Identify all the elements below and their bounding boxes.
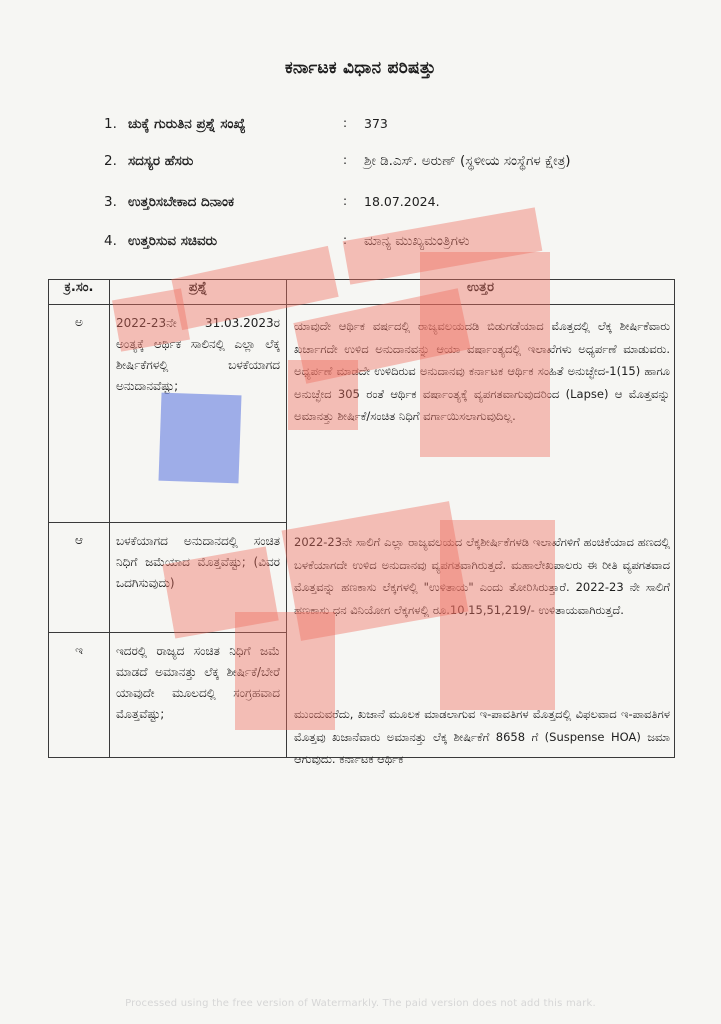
meta-label: ಉತ್ತರಿಸಬೇಕಾದ ದಿನಾಂಕ: [128, 194, 235, 210]
meta-number: 3.: [104, 194, 117, 210]
header-answer: ಉತ್ತರ: [287, 280, 675, 305]
meta-label: ಸದಸ್ಯರ ಹೆಸರು: [128, 153, 194, 169]
meta-number: 2.: [104, 153, 117, 169]
meta-label: ಚುಕ್ಕೆ ಗುರುತಿನ ಪ್ರಶ್ನೆ ಸಂಖ್ಯೆ: [128, 116, 246, 132]
answer-paragraph: ಯಾವುದೇ ಆರ್ಥಿಕ ವರ್ಷದಲ್ಲಿ ರಾಜ್ಯವಲಯದಡಿ ಬಿಡುಗಡೆಯಾದ ಮೊತ್ತದಲ್ಲಿ ಲೆಕ್ಕ ಶೀರ್ಷಿಕೆವಾರು ಖರ್ಚಾಗದೇ ಉಳಿದ ಅನುದಾನವನ್ನು ಆಯಾ ವರ್ಷಾಂತ್ಯದಲ್ಲಿ ಇಲಾಖೆಗಳು ಅಧ್ಯರ್ಪಣೆ ಮಾಡುವರು. ಅಧ್ಯರ್ಪಣೆ ಮಾಡದೇ ಉಳಿದಿರುವ ಅನುದಾನವು ಕರ್ನಾಟಕ ಆರ್ಥಿಕ ಸಂಹಿತೆ ಅನುಚ್ಛೇದ-1(15) ಹಾಗೂ ಅನುಚ್ಛೇದ 305 ರಂತೆ ಆರ್ಥಿಕ ವರ್ಷಾಂತ್ಯಕ್ಕೆ ವ್ಯಪಗತವಾಗುವುದರಿಂದ (Lapse) ಆ ಮೊತ್ತವನ್ನು ಅಮಾನತ್ತು ಶೀರ್ಷಿಕೆ/ಸಂಚಿತ ನಿಧಿಗೆ ವರ್ಗಾಯಿಸಲಾಗುವುದಿಲ್ಲ.: [294, 319, 670, 423]
watermark-text: Processed using the free version of Watermarkly. The paid version does not add this mark.: [125, 998, 596, 1009]
question-cell: ಇದರಲ್ಲಿ ರಾಜ್ಯದ ಸಂಚಿತ ನಿಧಿಗೆ ಜಮೆ ಮಾಡದೆ ಅಮಾನತ್ತು ಲೆಕ್ಕ ಶೀರ್ಷಿಕೆ/ಬೇರೆ ಯಾವುದೇ ಮೂಲದಲ್ಲಿ ಸಂಗ್ರಹವಾದ ಮೊತ್ತವೆಷ್ಟು;: [110, 633, 287, 758]
meta-value: 373: [364, 116, 388, 131]
answer-paragraph: 2022-23ನೇ ಸಾಲಿಗೆ ಎಲ್ಲಾ ರಾಜ್ಯವಲಯದ ಲೆಕ್ಕಶೀರ್ಷಿಕೆಗಳಡಿ ಇಲಾಖೆಗಳಿಗೆ ಹಂಚಿಕೆಯಾದ ಹಣದಲ್ಲಿ ಬಳಕೆಯಾಗದೇ ಉಳಿದ ಅನುದಾನವು ವ್ಯಪಗತವಾಗಿರುತ್ತದೆ. ಮಹಾಲೇಖಪಾಲರು ಈ ರೀತಿ ವ್ಯಪಗತವಾದ ಮೊತ್ತವನ್ನು ಹಣಕಾಸು ಲೆಕ್ಕಗಳಲ್ಲಿ "ಉಳಿತಾಯ" ಎಂದು ತೋರಿಸಿರುತ್ತಾರೆ. 2022-23 ನೇ ಸಾಲಿಗೆ ಹಣಕಾಸು ಧನ ವಿನಿಯೋಗ ಲೆಕ್ಕಗಳಲ್ಲಿ ರೂ.10,15,51,219/- ಉಳಿತಾಯವಾಗಿರುತ್ತದೆ.: [294, 535, 670, 617]
header-serial: ಕ್ರ.ಸಂ.: [49, 280, 110, 305]
meta-label: ಉತ್ತರಿಸುವ ಸಚಿವರು: [128, 233, 218, 249]
table-header-row: [49, 280, 675, 305]
meta-row-answer-date: [0, 194, 721, 218]
serial-cell: ಆ: [49, 523, 110, 633]
meta-row-answering-minister: [0, 233, 721, 257]
answer-paragraph: ಮುಂದುವರೆದು, ಖಜಾನೆ ಮೂಲಕ ಮಾಡಲಾಗುವ ಇ-ಪಾವತಿಗಳ ಮೊತ್ತದಲ್ಲಿ ವಿಫಲವಾದ ಇ-ಪಾವತಿಗಳ ಮೊತ್ತವು ಖಜಾನೆವಾರು ಅಮಾನತ್ತು ಲೆಕ್ಕ ಶೀರ್ಷಿಕೆಗೆ 8658 ಗೆ (Suspense HOA) ಜಮಾ ಆಗುವುದು. ಕರ್ನಾಟಕ ಆರ್ಥಿಕ: [294, 707, 670, 766]
meta-row-member-name: [0, 153, 721, 177]
meta-value: ಶ್ರೀ ಡಿ.ಎಸ್. ಅರುಣ್ (ಸ್ಥಳೀಯ ಸಂಸ್ಥೆಗಳ ಕ್ಷೇತ್ರ): [364, 153, 571, 169]
question-cell: 2022-23ನೇ 31.03.2023ರ ಅಂತ್ಯಕ್ಕೆ ಆರ್ಥಿಕ ಸಾಲಿನಲ್ಲಿ ಎಲ್ಲಾ ಲೆಕ್ಕ ಶೀರ್ಷಿಕೆಗಳಲ್ಲಿ ಬಳಕೆಯಾಗದ ಅನುದಾನವೆಷ್ಟು;: [110, 305, 287, 523]
question-answer-table: [48, 279, 675, 766]
meta-number: 4.: [104, 233, 117, 249]
header-question: ಪ್ರಶ್ನೆ: [110, 280, 287, 305]
meta-value: 18.07.2024.: [364, 194, 440, 209]
meta-colon: :: [343, 194, 348, 208]
answer-cell: [287, 305, 675, 766]
serial-cell: ಇ: [49, 633, 110, 758]
meta-colon: :: [343, 116, 348, 130]
meta-row-question-number: [0, 116, 721, 140]
question-cell: ಬಳಕೆಯಾಗದ ಅನುದಾನದಲ್ಲಿ ಸಂಚಿತ ನಿಧಿಗೆ ಜಮೆಯಾದ ಮೊತ್ತವೆಷ್ಟು; (ವಿವರ ಒದಗಿಸುವುದು): [110, 523, 287, 633]
document-title: ಕರ್ನಾಟಕ ವಿಧಾನ ಪರಿಷತ್ತು: [284, 58, 437, 78]
meta-colon: :: [343, 153, 348, 167]
meta-value: ಮಾನ್ಯ ಮುಖ್ಯಮಂತ್ರಿಗಳು: [364, 233, 470, 249]
table-row: [49, 305, 675, 523]
meta-colon: :: [343, 233, 348, 247]
serial-cell: ಅ: [49, 305, 110, 523]
meta-number: 1.: [104, 116, 117, 132]
